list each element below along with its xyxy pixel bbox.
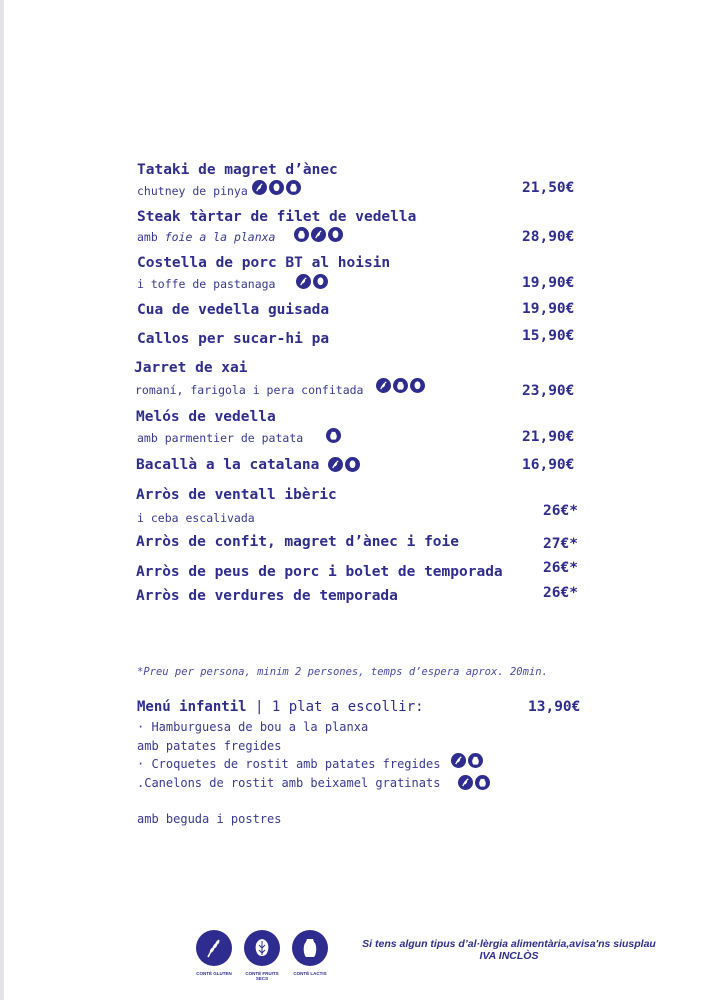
dish-description: i ceba escalivada — [137, 511, 255, 525]
dish-name: Arròs de ventall ibèric — [136, 487, 337, 503]
kids-menu-option: amb patates fregides — [137, 739, 282, 753]
gluten-icon — [311, 227, 326, 242]
dish-name: Steak tàrtar de filet de vedella — [137, 209, 417, 225]
lactose-icon — [393, 378, 408, 393]
lactose-icon — [286, 180, 301, 195]
dish-name: Arròs de peus de porc i bolet de temporada — [136, 564, 503, 580]
lactose-icon — [475, 775, 490, 790]
gluten-icon — [328, 457, 343, 472]
dish-price: 21,90€ — [522, 429, 575, 445]
kids-menu-title: Menú infantil | 1 plat a escollir: — [137, 699, 424, 715]
dish-price: 15,90€ — [522, 328, 575, 344]
kids-menu-option: · Hamburguesa de bou a la planxa — [137, 720, 369, 734]
dish-price: 16,90€ — [522, 457, 575, 473]
vat-included-text: IVA INCLÒS — [479, 950, 539, 962]
dish-name: Tataki de magret d’ànec — [137, 162, 338, 178]
dish-description: romaní, farigola i pera confitada — [135, 383, 364, 397]
page-edge — [0, 0, 4, 1000]
lactose-icon — [468, 753, 483, 768]
dish-price: 19,90€ — [522, 275, 575, 291]
dish-price: 26€* — [543, 560, 578, 576]
dish-price: 26€* — [543, 585, 578, 601]
nuts-icon — [345, 457, 360, 472]
nuts-icon — [328, 227, 343, 242]
kids-menu-option: .Canelons de rostit amb beixamel gratinats — [137, 776, 441, 790]
gluten-icon — [376, 378, 391, 393]
lactose-icon — [294, 227, 309, 242]
dish-description: i toffe de pastanaga — [137, 277, 276, 291]
dish-name: Cua de vedella guisada — [137, 302, 330, 318]
milk-jug-icon — [292, 930, 328, 966]
lactose-icon — [326, 428, 341, 443]
allergen-icons — [294, 227, 343, 242]
rice-price-note: *Preu per persona, minim 2 persones, temps d’espera aprox. 20min. — [137, 666, 548, 678]
gluten-icon — [458, 775, 473, 790]
dish-description: amb foie a la planxa — [137, 230, 276, 244]
dish-price: 23,90€ — [522, 383, 575, 399]
nuts-icon — [313, 274, 328, 289]
legend-label: CONTÉ FRUITS SECS — [245, 971, 279, 981]
allergen-icons — [451, 753, 483, 768]
legend-label: CONTÉ LACTIS — [293, 971, 327, 976]
allergen-icons — [296, 274, 328, 289]
nuts-icon — [410, 378, 425, 393]
allergy-notice — [338, 938, 680, 962]
allergen-icons — [376, 378, 425, 393]
allergen-icons — [326, 428, 341, 443]
gluten-icon — [451, 753, 466, 768]
allergen-icons — [252, 180, 301, 195]
nut-icon — [244, 930, 280, 966]
dish-price: 26€* — [543, 503, 578, 519]
wheat-gluten-icon — [196, 930, 232, 966]
allergy-warning-text: Si tens algun tipus d’al·lèrgia alimentària,avisa'ns siusplau — [362, 938, 656, 950]
dish-name: Bacallà a la catalana — [136, 457, 320, 473]
kids-menu-option: · Croquetes de rostit amb patates fregides — [137, 757, 441, 771]
dish-price: 21,50€ — [522, 180, 575, 196]
gluten-icon — [252, 180, 267, 195]
dish-description: chutney de pinya — [137, 184, 248, 198]
dish-price: 28,90€ — [522, 229, 575, 245]
dish-description: amb parmentier de patata — [137, 431, 304, 445]
nuts-icon — [269, 180, 284, 195]
gluten-icon — [296, 274, 311, 289]
dish-name: Melós de vedella — [136, 409, 276, 425]
dish-price: 27€* — [543, 536, 578, 552]
dish-price: 19,90€ — [522, 301, 575, 317]
dish-name: Arròs de confit, magret d’ànec i foie — [136, 534, 460, 550]
dish-name: Jarret de xai — [134, 360, 248, 376]
allergen-icons — [458, 775, 490, 790]
dish-name: Arròs de verdures de temporada — [136, 588, 398, 604]
allergen-icons — [328, 457, 360, 472]
kids-menu-price: 13,90€ — [528, 699, 581, 715]
dish-name: Callos per sucar-hi pa — [137, 331, 330, 347]
legend-label: CONTÉ GLUTEN — [196, 971, 232, 976]
kids-menu-footer: amb beguda i postres — [137, 812, 282, 826]
dish-name: Costella de porc BT al hoisin — [137, 255, 391, 271]
